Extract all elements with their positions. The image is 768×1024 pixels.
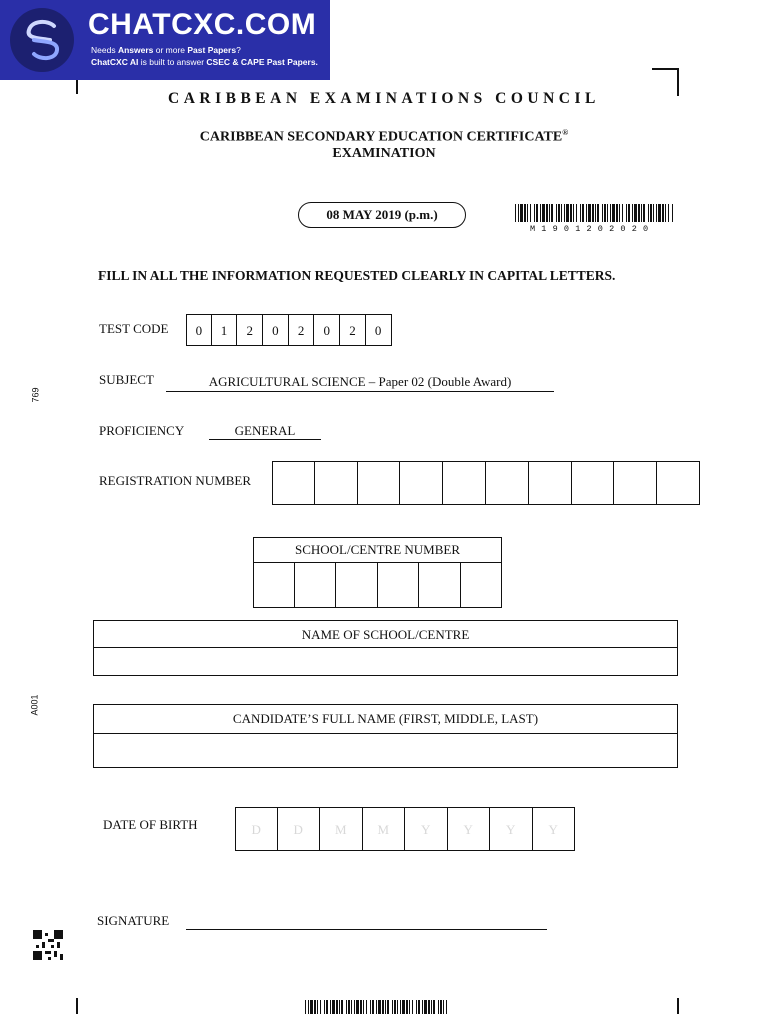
candidate-name-label: CANDIDATE’S FULL NAME (FIRST, MIDDLE, LAST) (94, 705, 677, 734)
registration-number-boxes[interactable] (272, 461, 700, 505)
school-centre-digit-box[interactable] (295, 562, 337, 608)
school-centre-digit-box[interactable] (336, 562, 378, 608)
date-of-birth-box[interactable]: Y (448, 807, 491, 851)
certificate-title: CARIBBEAN SECONDARY EDUCATION CERTIFICATE® (199, 128, 569, 145)
test-code-digit: 0 (366, 314, 392, 346)
bottom-barcode (305, 1000, 447, 1014)
test-code-digit: 2 (340, 314, 366, 346)
registration-digit-box[interactable] (657, 461, 700, 505)
date-of-birth-box[interactable]: D (235, 807, 278, 851)
crop-mark-bottom-right (677, 998, 679, 1014)
candidate-name-box (93, 704, 678, 768)
school-name-label: NAME OF SCHOOL/CENTRE (94, 621, 677, 648)
registration-digit-box[interactable] (486, 461, 529, 505)
chatcxc-logo-icon (10, 8, 74, 72)
date-of-birth-box[interactable]: M (363, 807, 406, 851)
crop-mark-top-left (76, 80, 78, 94)
school-centre-digit-box[interactable] (253, 562, 295, 608)
test-code-digit: 2 (237, 314, 263, 346)
date-of-birth-box[interactable]: Y (533, 807, 576, 851)
registration-digit-box[interactable] (443, 461, 486, 505)
proficiency-label: PROFICIENCY (99, 423, 185, 438)
school-centre-number-cells[interactable] (253, 562, 502, 608)
banner-tagline-1: Needs Answers or more Past Papers? (91, 45, 241, 55)
proficiency-field: GENERAL (209, 423, 321, 440)
subject-field: AGRICULTURAL SCIENCE – Paper 02 (Double Award) (166, 374, 554, 392)
registration-digit-box[interactable] (272, 461, 315, 505)
candidate-name-input[interactable] (94, 734, 677, 768)
school-centre-digit-box[interactable] (461, 562, 503, 608)
side-code-top: 769 (30, 387, 41, 403)
banner-title: CHATCXC.COM (88, 8, 317, 41)
chatcxc-banner[interactable] (0, 0, 330, 80)
date-of-birth-box[interactable]: Y (490, 807, 533, 851)
date-of-birth-box[interactable]: D (278, 807, 321, 851)
crop-mark-top-right-h (652, 68, 679, 70)
examination-title: EXAMINATION (332, 146, 436, 161)
side-code-bottom: A001 (29, 694, 40, 716)
school-centre-digit-box[interactable] (378, 562, 420, 608)
crop-mark-bottom-left (76, 998, 78, 1014)
registration-digit-box[interactable] (614, 461, 657, 505)
signature-label: SIGNATURE (97, 913, 170, 928)
test-code-digit: 2 (289, 314, 315, 346)
school-name-input[interactable] (94, 648, 677, 676)
test-code-digit: 0 (186, 314, 212, 346)
school-name-box (93, 620, 678, 676)
registration-digit-box[interactable] (358, 461, 401, 505)
crop-mark-top-right-v (677, 68, 679, 96)
test-code-digit: 1 (212, 314, 238, 346)
date-of-birth-box[interactable]: M (320, 807, 363, 851)
top-barcode (515, 204, 673, 222)
instruction-text: FILL IN ALL THE INFORMATION REQUESTED CLEARLY IN CAPITAL LETTERS. (98, 268, 616, 283)
registration-label: REGISTRATION NUMBER (99, 473, 252, 488)
council-title: CARIBBEAN EXAMINATIONS COUNCIL (168, 90, 600, 107)
test-code-digit: 0 (263, 314, 289, 346)
test-code-digit: 0 (314, 314, 340, 346)
barcode-number: M1901202020 (530, 224, 655, 234)
registration-digit-box[interactable] (572, 461, 615, 505)
signature-line[interactable] (186, 912, 547, 930)
school-centre-number-box (253, 537, 502, 608)
registration-digit-box[interactable] (315, 461, 358, 505)
test-code-label: TEST CODE (99, 321, 169, 336)
school-centre-number-label: SCHOOL/CENTRE NUMBER (254, 538, 501, 563)
qr-code-icon (33, 930, 63, 960)
date-of-birth-label: DATE OF BIRTH (103, 817, 198, 832)
school-centre-digit-box[interactable] (419, 562, 461, 608)
registration-digit-box[interactable] (400, 461, 443, 505)
test-code-boxes (186, 314, 392, 346)
registration-digit-box[interactable] (529, 461, 572, 505)
banner-tagline-2: ChatCXC AI is built to answer CSEC & CAPE Past Papers. (91, 57, 318, 67)
date-of-birth-boxes[interactable] (235, 807, 575, 851)
date-of-birth-box[interactable]: Y (405, 807, 448, 851)
exam-date: 08 MAY 2019 (p.m.) (298, 202, 466, 228)
subject-label: SUBJECT (99, 372, 154, 387)
